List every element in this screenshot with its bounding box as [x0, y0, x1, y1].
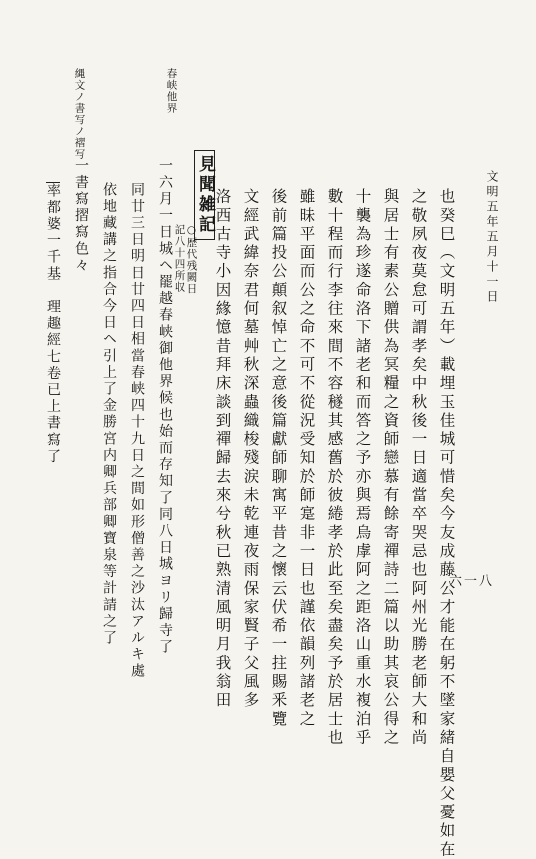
diary-column-3: 依地藏講之指合今日ヘ引上了金勝宮内卿兵部卿寶泉等計請之了 [101, 182, 117, 647]
section-note-2: 記八十四所収 [173, 224, 186, 293]
page-number: 六一八 [448, 574, 494, 589]
diary-column-5: 率都婆一千基 理趣經七卷已上書寫了 [45, 183, 61, 466]
section-title: 見聞雑記 [194, 150, 215, 240]
text-column-7: 後前篇投公顛叙悼亡之意後篇獻師聊寓平昔之懷云伏希一拄賜釆覽 [269, 188, 288, 729]
margin-note-copy: 縄文ノ書写ノ褶写 [73, 68, 86, 160]
section-note-1: ○歴代残闕日 [185, 224, 198, 295]
diary-column-1: 一六月一日城ヘ罷越春峡御他界候也始而存知了同八日城ヨリ歸寺了 [157, 158, 173, 656]
text-column-2: 之敬夙夜莫怠可謂孝矣中秋後一日適當卒哭忌也阿州光勝老師大和尚 [409, 188, 428, 748]
running-head: 文明五年五月十一日 [485, 170, 499, 305]
text-column-9: 洛西古寺小因緣憶昔拜床談到禪歸去來兮秋已熟清風明月我翁田 [213, 188, 232, 711]
diary-column-4: 一書寫摺寫色々 [73, 158, 89, 275]
text-column-8: 文經武緯奈君何墓艸秋深蟲織梭殘涙未乾連夜雨保家賢子父風多 [241, 188, 260, 711]
text-column-5: 數十程而行李往來間不容穟其感舊於彼綣孝於此至矣盡矣予於居士也 [325, 188, 344, 748]
text-column-1: 也癸巳（文明五年）載埋玉佳城可惜矣今友成藤公才能在躬不墜家緒自嬰父憂如在 [437, 188, 456, 859]
text-column-4: 十襲為珍遂命洛下諸老和而答之予亦與焉烏虖阿之距洛山重水複泊乎 [353, 188, 372, 748]
text-column-6: 雖昧平面而公之命不可不從況受知於師寔非一日也謹依韻列諸老之 [297, 188, 316, 729]
margin-note-death: 春峡他界 [165, 68, 178, 114]
text-column-3: 與居士有素公贈供為冥糧之資師戀慕有餘寄禪詩二篇以助其哀公得之 [381, 188, 400, 748]
diary-column-2: 同廿三日明日廿四日相當春峡四十九日之間如形僧善之沙汰アルキ處 [129, 182, 145, 680]
